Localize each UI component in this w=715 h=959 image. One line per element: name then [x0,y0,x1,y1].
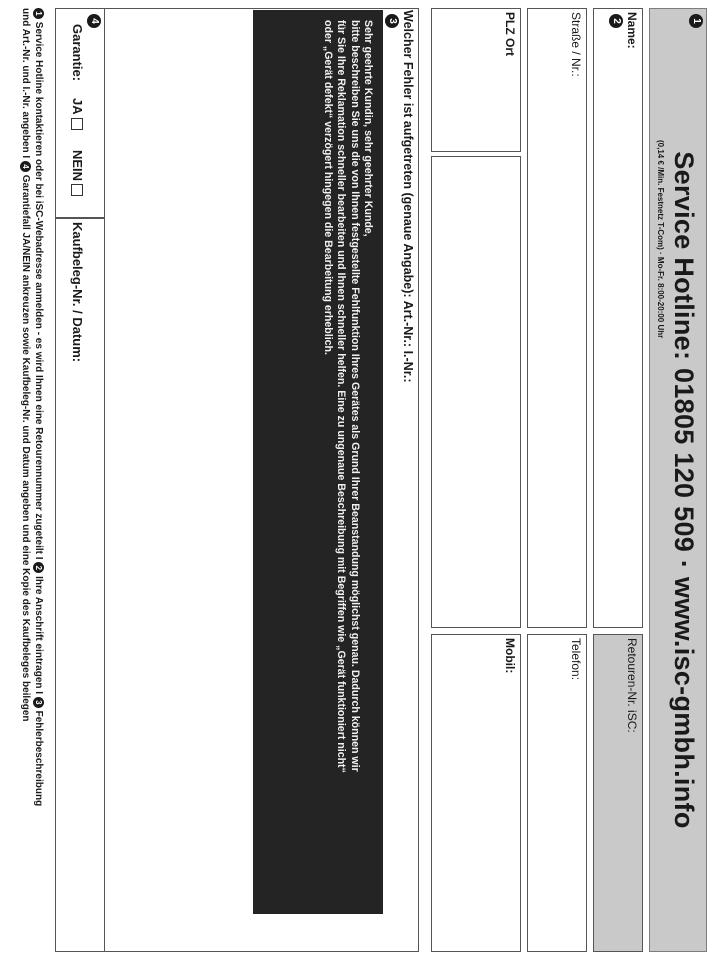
name-field[interactable] [593,8,643,628]
mobil-field[interactable] [431,634,521,952]
strasse-label: Straße / Nr.: [569,12,583,77]
footer-number-4: 4 [20,161,31,172]
garantie-nein-label: NEIN [70,150,85,182]
step-number-1: 1 [689,14,703,28]
garantie-ja-option[interactable] [70,98,85,130]
garantie-nein-checkbox[interactable] [71,184,83,196]
strasse-field[interactable] [527,8,587,628]
step-number-3: 3 [385,14,399,28]
telefon-label: Telefon: [569,638,583,681]
footer-instructions [19,8,45,952]
telefon-field[interactable] [527,634,587,952]
plz-ort-label: PLZ Ort [503,12,517,56]
note-line-4: oder „Gerät defekt“ verzögert hingegen die Bearbeitung erheblich. [321,20,334,355]
step-number-4: 4 [87,14,101,28]
footer-number-2: 2 [33,562,44,573]
footer-text-1: Service Hotline kontaktieren oder bei iSC-Webadresse anmelden - es wird Ihnen eine Retourennummer zugeteilt I [33,21,44,560]
ort-field[interactable] [431,156,521,628]
retouren-nr-label: Retouren-Nr. iSC: [625,638,639,733]
footer-number-1: 1 [33,8,44,19]
hotline-subtitle: (0,14 € /Min. Festnetz T-Com) · Mo-Fr. 8:00-20:00 Uhr [656,140,665,339]
footer-text-5: Garantiefall JA/NEIN ankreuzen sowie Kaufbeleg-Nr. und Datum angeben und eine Kopie des Kaufbeleges beilegen [20,174,31,722]
garantie-nein-option[interactable] [70,150,85,196]
name-label: Name: [625,12,639,49]
mobil-label: Mobil: [503,638,517,674]
note-line-3: für Sie Ihre Reklamation schneller bearbeiten und Ihnen schneller helfen. Eine zu ungenaue Beschreibung mit Begriffen wie „Gerät funktioniert nicht“ [335,20,348,773]
footer-line-2 [19,8,32,952]
fehler-note [253,10,383,914]
footer-text-3: Fehlerbeschreibung [33,710,44,807]
fehler-heading: Welcher Fehler ist aufgetreten (genaue Angabe): Art.-Nr.: I.-Nr.: [401,10,415,383]
garantie-ja-label: JA [70,98,85,115]
footer-text-2: Ihre Anschrift eintragen I [33,576,44,695]
fehler-description-area[interactable] [109,10,245,950]
step-number-2: 2 [609,14,623,28]
footer-text-4: und Art.-Nr. und I.-Nr. angeben I [20,8,31,159]
footer-line-1 [32,8,45,952]
kaufbeleg-label: Kaufbeleg-Nr. / Datum: [70,222,85,363]
note-line-2: bitte beschreiben Sie uns die von Ihnen festgestellte Fehlfunktion Ihres Gerätes als Grund Ihrer Beanstandung möglichst genau. Dadurch können wir [348,20,361,772]
footer-number-3: 3 [33,697,44,708]
garantie-ja-checkbox[interactable] [71,118,83,130]
garantie-label: Garantie: [70,24,85,82]
note-line-1: Sehr geehrte Kundin, sehr geehrter Kunde, [362,20,374,237]
hotline-title: Service Hotline: 01805 120 509 · www.isc-gmbh.info [669,151,699,829]
